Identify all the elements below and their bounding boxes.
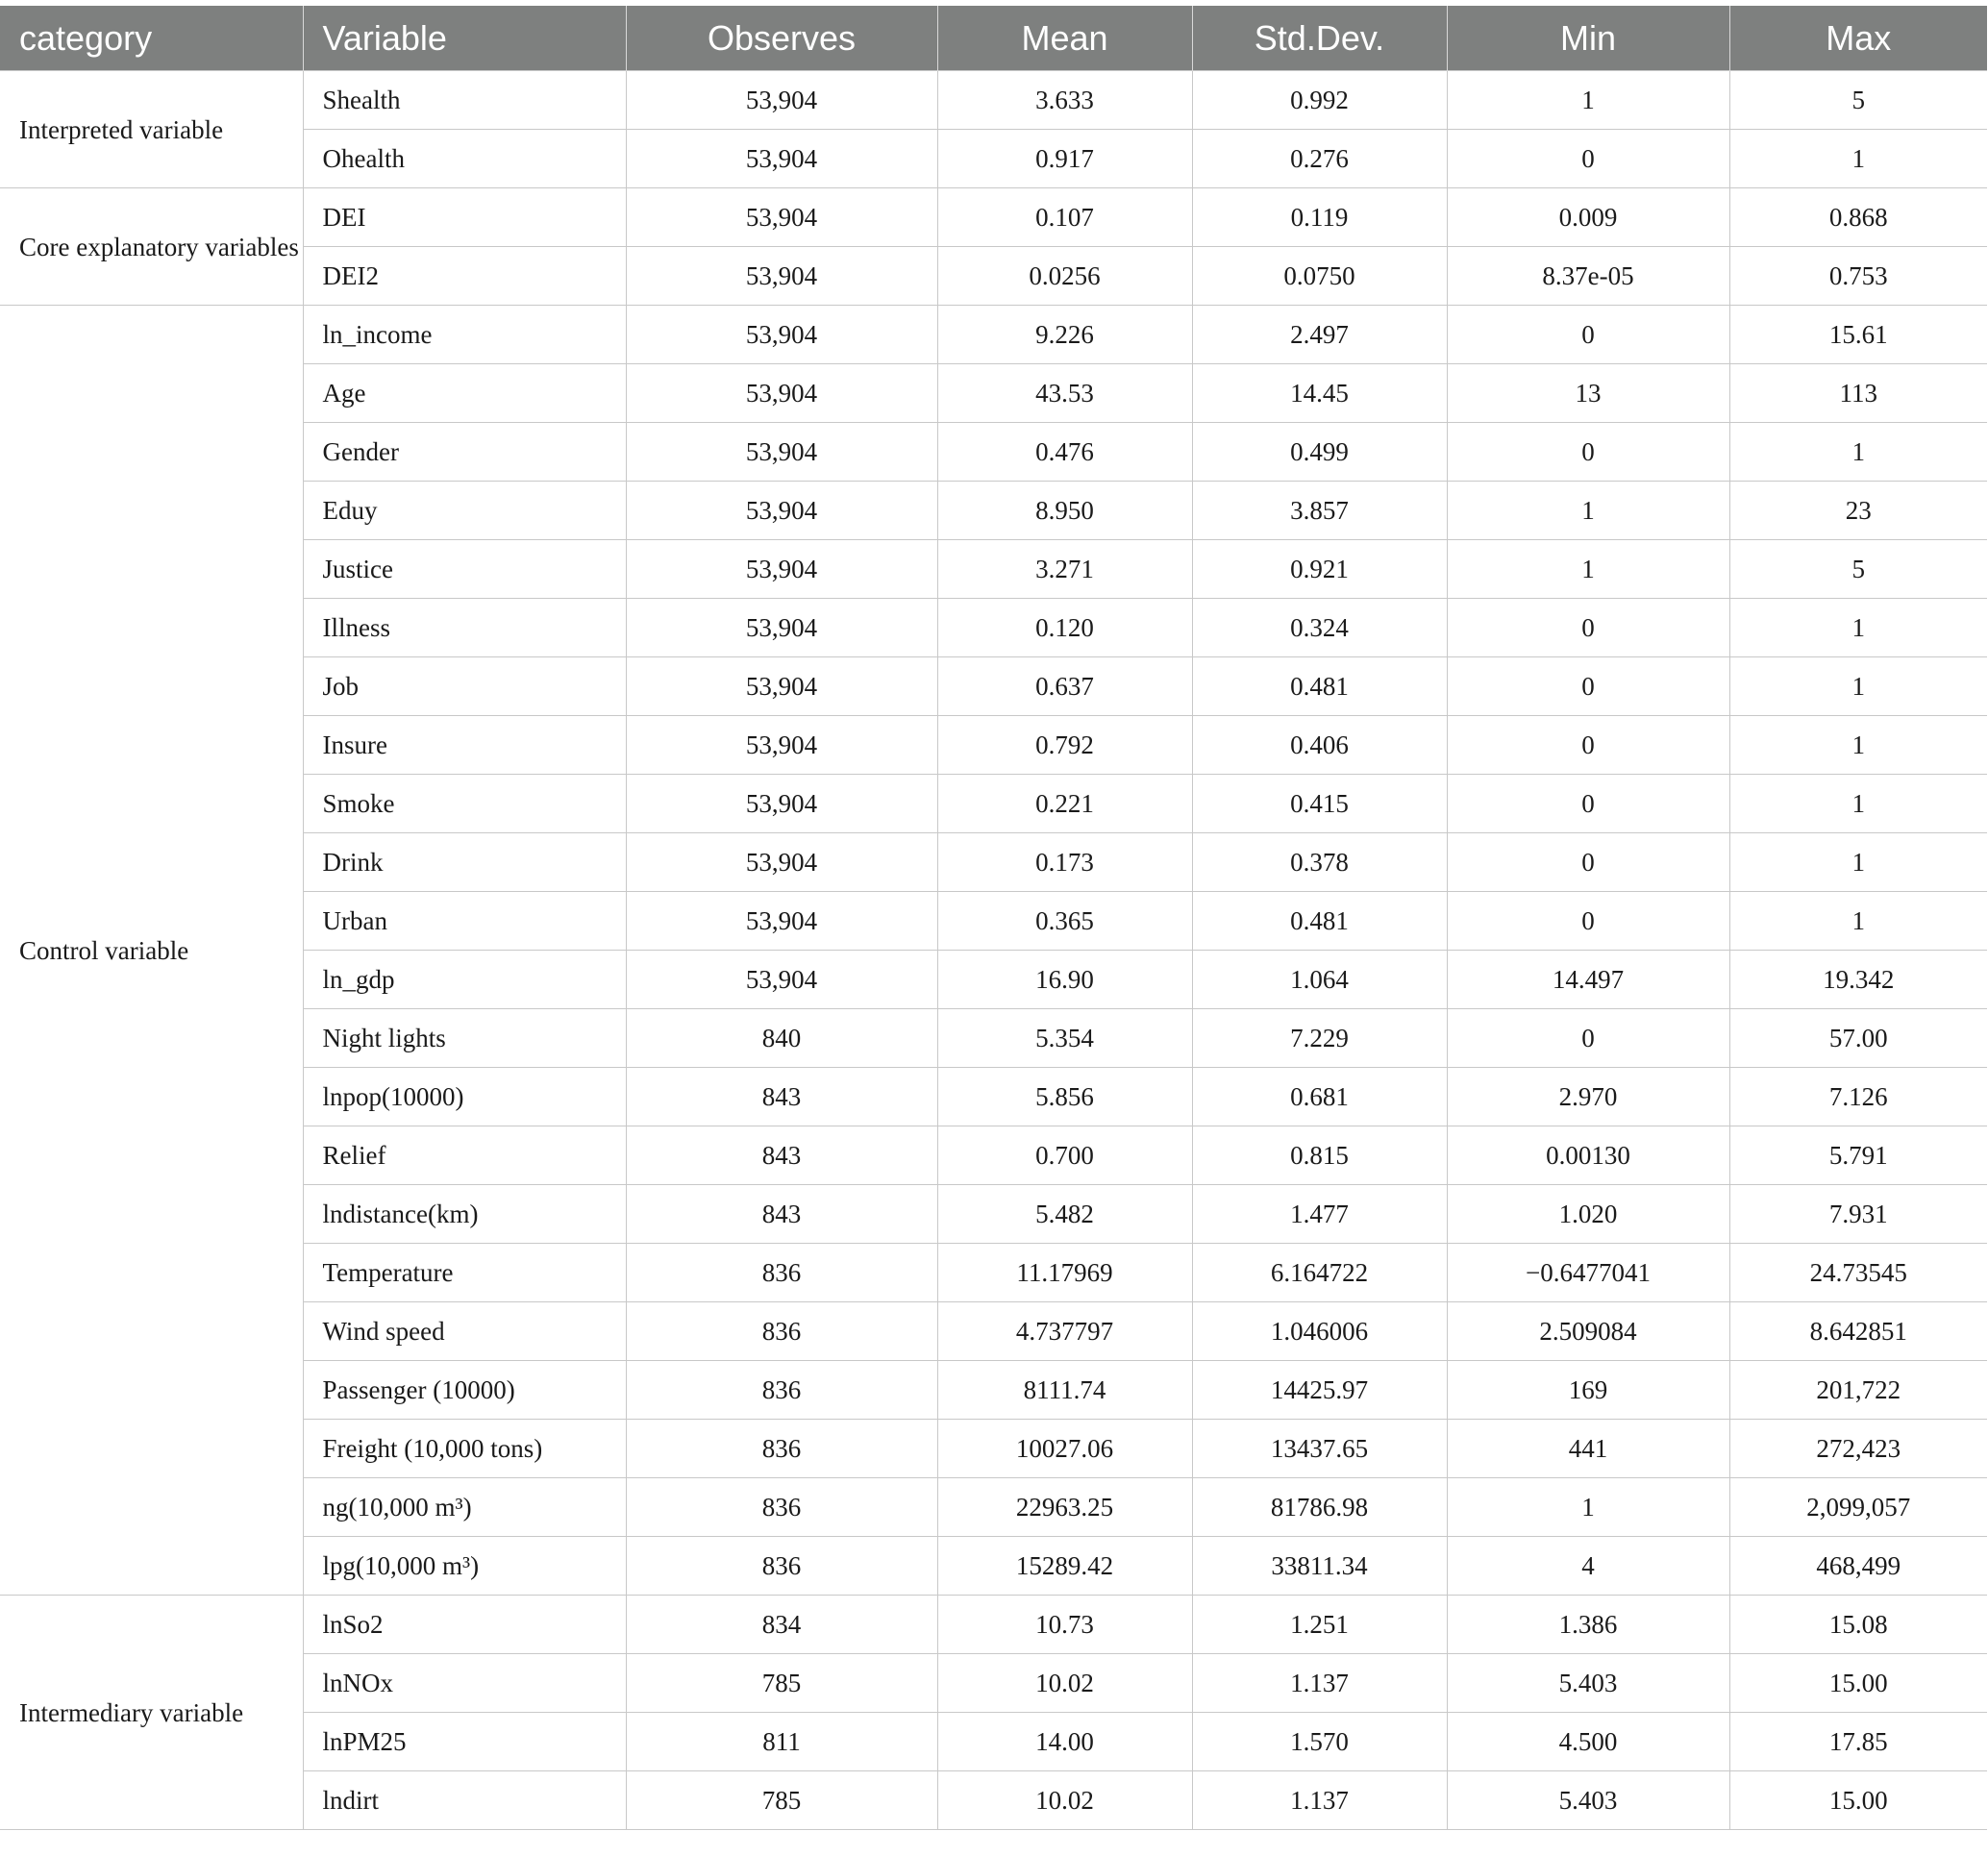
min-cell: 1 — [1447, 540, 1729, 599]
observes-cell: 811 — [626, 1713, 937, 1771]
variable-cell: Age — [303, 364, 626, 423]
mean-cell: 0.221 — [937, 775, 1192, 833]
mean-cell: 10.02 — [937, 1654, 1192, 1713]
mean-cell: 8.950 — [937, 482, 1192, 540]
max-cell: 468,499 — [1729, 1537, 1987, 1596]
std-dev-cell: 1.064 — [1192, 951, 1447, 1009]
mean-cell: 22963.25 — [937, 1478, 1192, 1537]
observes-cell: 53,904 — [626, 482, 937, 540]
mean-cell: 8111.74 — [937, 1361, 1192, 1420]
mean-cell: 0.792 — [937, 716, 1192, 775]
std-dev-cell: 1.251 — [1192, 1596, 1447, 1654]
max-cell: 113 — [1729, 364, 1987, 423]
variable-cell: ng(10,000 m³) — [303, 1478, 626, 1537]
max-cell: 15.00 — [1729, 1771, 1987, 1830]
mean-cell: 0.637 — [937, 657, 1192, 716]
variable-cell: Ohealth — [303, 130, 626, 188]
min-cell: 0 — [1447, 657, 1729, 716]
observes-cell: 836 — [626, 1244, 937, 1302]
min-cell: 0.009 — [1447, 188, 1729, 247]
table-header-row — [0, 6, 1987, 71]
mean-cell: 0.365 — [937, 892, 1192, 951]
max-cell: 7.931 — [1729, 1185, 1987, 1244]
max-cell: 1 — [1729, 130, 1987, 188]
std-dev-cell: 0.481 — [1192, 892, 1447, 951]
mean-cell: 14.00 — [937, 1713, 1192, 1771]
min-cell: 1 — [1447, 1478, 1729, 1537]
min-cell: 0 — [1447, 306, 1729, 364]
observes-cell: 53,904 — [626, 775, 937, 833]
std-dev-cell: 6.164722 — [1192, 1244, 1447, 1302]
mean-cell: 0.120 — [937, 599, 1192, 657]
mean-cell: 5.856 — [937, 1068, 1192, 1126]
variable-cell: Shealth — [303, 71, 626, 130]
std-dev-cell: 0.481 — [1192, 657, 1447, 716]
variable-cell: Wind speed — [303, 1302, 626, 1361]
std-dev-cell: 0.921 — [1192, 540, 1447, 599]
mean-cell: 3.271 — [937, 540, 1192, 599]
max-cell: 5 — [1729, 540, 1987, 599]
variable-cell: lndistance(km) — [303, 1185, 626, 1244]
variable-cell: DEI2 — [303, 247, 626, 306]
observes-cell: 53,904 — [626, 188, 937, 247]
header-observes: Observes — [626, 6, 937, 71]
observes-cell: 53,904 — [626, 657, 937, 716]
max-cell: 1 — [1729, 892, 1987, 951]
mean-cell: 15289.42 — [937, 1537, 1192, 1596]
std-dev-cell: 0.378 — [1192, 833, 1447, 892]
max-cell: 0.753 — [1729, 247, 1987, 306]
observes-cell: 836 — [626, 1478, 937, 1537]
std-dev-cell: 1.137 — [1192, 1771, 1447, 1830]
max-cell: 272,423 — [1729, 1420, 1987, 1478]
table-row — [0, 1596, 1987, 1654]
mean-cell: 10.73 — [937, 1596, 1192, 1654]
mean-cell: 4.737797 — [937, 1302, 1192, 1361]
std-dev-cell: 0.276 — [1192, 130, 1447, 188]
min-cell: 0 — [1447, 130, 1729, 188]
variable-cell: Smoke — [303, 775, 626, 833]
mean-cell: 16.90 — [937, 951, 1192, 1009]
min-cell: 13 — [1447, 364, 1729, 423]
variable-cell: Insure — [303, 716, 626, 775]
max-cell: 5.791 — [1729, 1126, 1987, 1185]
std-dev-cell: 0.815 — [1192, 1126, 1447, 1185]
std-dev-cell: 14425.97 — [1192, 1361, 1447, 1420]
min-cell: 0 — [1447, 833, 1729, 892]
variable-cell: lnNOx — [303, 1654, 626, 1713]
variable-cell: DEI — [303, 188, 626, 247]
mean-cell: 11.17969 — [937, 1244, 1192, 1302]
std-dev-cell: 0.681 — [1192, 1068, 1447, 1126]
mean-cell: 5.354 — [937, 1009, 1192, 1068]
observes-cell: 53,904 — [626, 540, 937, 599]
header-category: category — [0, 6, 303, 71]
min-cell: 1 — [1447, 482, 1729, 540]
min-cell: 0 — [1447, 892, 1729, 951]
descriptive-statistics-table — [0, 6, 1987, 1830]
min-cell: 14.497 — [1447, 951, 1729, 1009]
observes-cell: 843 — [626, 1068, 937, 1126]
max-cell: 201,722 — [1729, 1361, 1987, 1420]
variable-cell: lnpop(10000) — [303, 1068, 626, 1126]
std-dev-cell: 0.0750 — [1192, 247, 1447, 306]
variable-cell: lnSo2 — [303, 1596, 626, 1654]
observes-cell: 836 — [626, 1302, 937, 1361]
mean-cell: 0.700 — [937, 1126, 1192, 1185]
mean-cell: 0.0256 — [937, 247, 1192, 306]
observes-cell: 840 — [626, 1009, 937, 1068]
observes-cell: 843 — [626, 1126, 937, 1185]
std-dev-cell: 0.499 — [1192, 423, 1447, 482]
std-dev-cell: 0.415 — [1192, 775, 1447, 833]
observes-cell: 53,904 — [626, 892, 937, 951]
min-cell: 1.020 — [1447, 1185, 1729, 1244]
min-cell: 0 — [1447, 716, 1729, 775]
max-cell: 5 — [1729, 71, 1987, 130]
observes-cell: 843 — [626, 1185, 937, 1244]
std-dev-cell: 7.229 — [1192, 1009, 1447, 1068]
max-cell: 15.08 — [1729, 1596, 1987, 1654]
variable-cell: ln_income — [303, 306, 626, 364]
observes-cell: 53,904 — [626, 599, 937, 657]
max-cell: 1 — [1729, 716, 1987, 775]
table-row — [0, 71, 1987, 130]
mean-cell: 10.02 — [937, 1771, 1192, 1830]
variable-cell: Freight (10,000 tons) — [303, 1420, 626, 1478]
std-dev-cell: 1.477 — [1192, 1185, 1447, 1244]
observes-cell: 53,904 — [626, 247, 937, 306]
variable-cell: Temperature — [303, 1244, 626, 1302]
max-cell: 24.73545 — [1729, 1244, 1987, 1302]
variable-cell: Illness — [303, 599, 626, 657]
observes-cell: 53,904 — [626, 71, 937, 130]
max-cell: 2,099,057 — [1729, 1478, 1987, 1537]
min-cell: 5.403 — [1447, 1654, 1729, 1713]
variable-cell: Urban — [303, 892, 626, 951]
max-cell: 15.00 — [1729, 1654, 1987, 1713]
variable-cell: lnPM25 — [303, 1713, 626, 1771]
max-cell: 1 — [1729, 423, 1987, 482]
observes-cell: 836 — [626, 1537, 937, 1596]
max-cell: 0.868 — [1729, 188, 1987, 247]
header-max: Max — [1729, 6, 1987, 71]
table-row — [0, 188, 1987, 247]
observes-cell: 53,904 — [626, 716, 937, 775]
max-cell: 23 — [1729, 482, 1987, 540]
max-cell: 15.61 — [1729, 306, 1987, 364]
std-dev-cell: 1.570 — [1192, 1713, 1447, 1771]
variable-cell: Relief — [303, 1126, 626, 1185]
max-cell: 17.85 — [1729, 1713, 1987, 1771]
std-dev-cell: 33811.34 — [1192, 1537, 1447, 1596]
min-cell: 441 — [1447, 1420, 1729, 1478]
variable-cell: lndirt — [303, 1771, 626, 1830]
variable-cell: Eduy — [303, 482, 626, 540]
observes-cell: 785 — [626, 1771, 937, 1830]
table-body — [0, 71, 1987, 1830]
min-cell: 8.37e-05 — [1447, 247, 1729, 306]
min-cell: 0 — [1447, 423, 1729, 482]
max-cell: 8.642851 — [1729, 1302, 1987, 1361]
mean-cell: 0.476 — [937, 423, 1192, 482]
max-cell: 1 — [1729, 599, 1987, 657]
max-cell: 57.00 — [1729, 1009, 1987, 1068]
variable-cell: Justice — [303, 540, 626, 599]
std-dev-cell: 13437.65 — [1192, 1420, 1447, 1478]
header-mean: Mean — [937, 6, 1192, 71]
min-cell: 169 — [1447, 1361, 1729, 1420]
observes-cell: 53,904 — [626, 306, 937, 364]
mean-cell: 0.173 — [937, 833, 1192, 892]
header-variable: Variable — [303, 6, 626, 71]
variable-cell: Gender — [303, 423, 626, 482]
min-cell: 0.00130 — [1447, 1126, 1729, 1185]
max-cell: 7.126 — [1729, 1068, 1987, 1126]
std-dev-cell: 0.119 — [1192, 188, 1447, 247]
min-cell: 5.403 — [1447, 1771, 1729, 1830]
min-cell: −0.6477041 — [1447, 1244, 1729, 1302]
mean-cell: 5.482 — [937, 1185, 1192, 1244]
observes-cell: 834 — [626, 1596, 937, 1654]
std-dev-cell: 3.857 — [1192, 482, 1447, 540]
min-cell: 2.509084 — [1447, 1302, 1729, 1361]
std-dev-cell: 0.324 — [1192, 599, 1447, 657]
min-cell: 0 — [1447, 775, 1729, 833]
mean-cell: 0.917 — [937, 130, 1192, 188]
variable-cell: Night lights — [303, 1009, 626, 1068]
category-cell: Intermediary variable — [0, 1596, 303, 1830]
max-cell: 1 — [1729, 775, 1987, 833]
observes-cell: 53,904 — [626, 833, 937, 892]
max-cell: 1 — [1729, 833, 1987, 892]
mean-cell: 10027.06 — [937, 1420, 1192, 1478]
observes-cell: 836 — [626, 1361, 937, 1420]
category-cell: Interpreted variable — [0, 71, 303, 188]
std-dev-cell: 2.497 — [1192, 306, 1447, 364]
header-std-dev: Std.Dev. — [1192, 6, 1447, 71]
min-cell: 4.500 — [1447, 1713, 1729, 1771]
variable-cell: Job — [303, 657, 626, 716]
table-row — [0, 306, 1987, 364]
std-dev-cell: 81786.98 — [1192, 1478, 1447, 1537]
observes-cell: 53,904 — [626, 364, 937, 423]
observes-cell: 53,904 — [626, 951, 937, 1009]
variable-cell: lpg(10,000 m³) — [303, 1537, 626, 1596]
category-cell: Control variable — [0, 306, 303, 1596]
header-min: Min — [1447, 6, 1729, 71]
observes-cell: 53,904 — [626, 423, 937, 482]
min-cell: 4 — [1447, 1537, 1729, 1596]
min-cell: 0 — [1447, 599, 1729, 657]
mean-cell: 3.633 — [937, 71, 1192, 130]
std-dev-cell: 1.046006 — [1192, 1302, 1447, 1361]
std-dev-cell: 0.992 — [1192, 71, 1447, 130]
variable-cell: Passenger (10000) — [303, 1361, 626, 1420]
variable-cell: Drink — [303, 833, 626, 892]
std-dev-cell: 14.45 — [1192, 364, 1447, 423]
mean-cell: 9.226 — [937, 306, 1192, 364]
max-cell: 19.342 — [1729, 951, 1987, 1009]
variable-cell: ln_gdp — [303, 951, 626, 1009]
observes-cell: 785 — [626, 1654, 937, 1713]
min-cell: 2.970 — [1447, 1068, 1729, 1126]
observes-cell: 53,904 — [626, 130, 937, 188]
std-dev-cell: 0.406 — [1192, 716, 1447, 775]
min-cell: 0 — [1447, 1009, 1729, 1068]
min-cell: 1 — [1447, 71, 1729, 130]
mean-cell: 0.107 — [937, 188, 1192, 247]
max-cell: 1 — [1729, 657, 1987, 716]
mean-cell: 43.53 — [937, 364, 1192, 423]
min-cell: 1.386 — [1447, 1596, 1729, 1654]
std-dev-cell: 1.137 — [1192, 1654, 1447, 1713]
observes-cell: 836 — [626, 1420, 937, 1478]
category-cell: Core explanatory variables — [0, 188, 303, 306]
